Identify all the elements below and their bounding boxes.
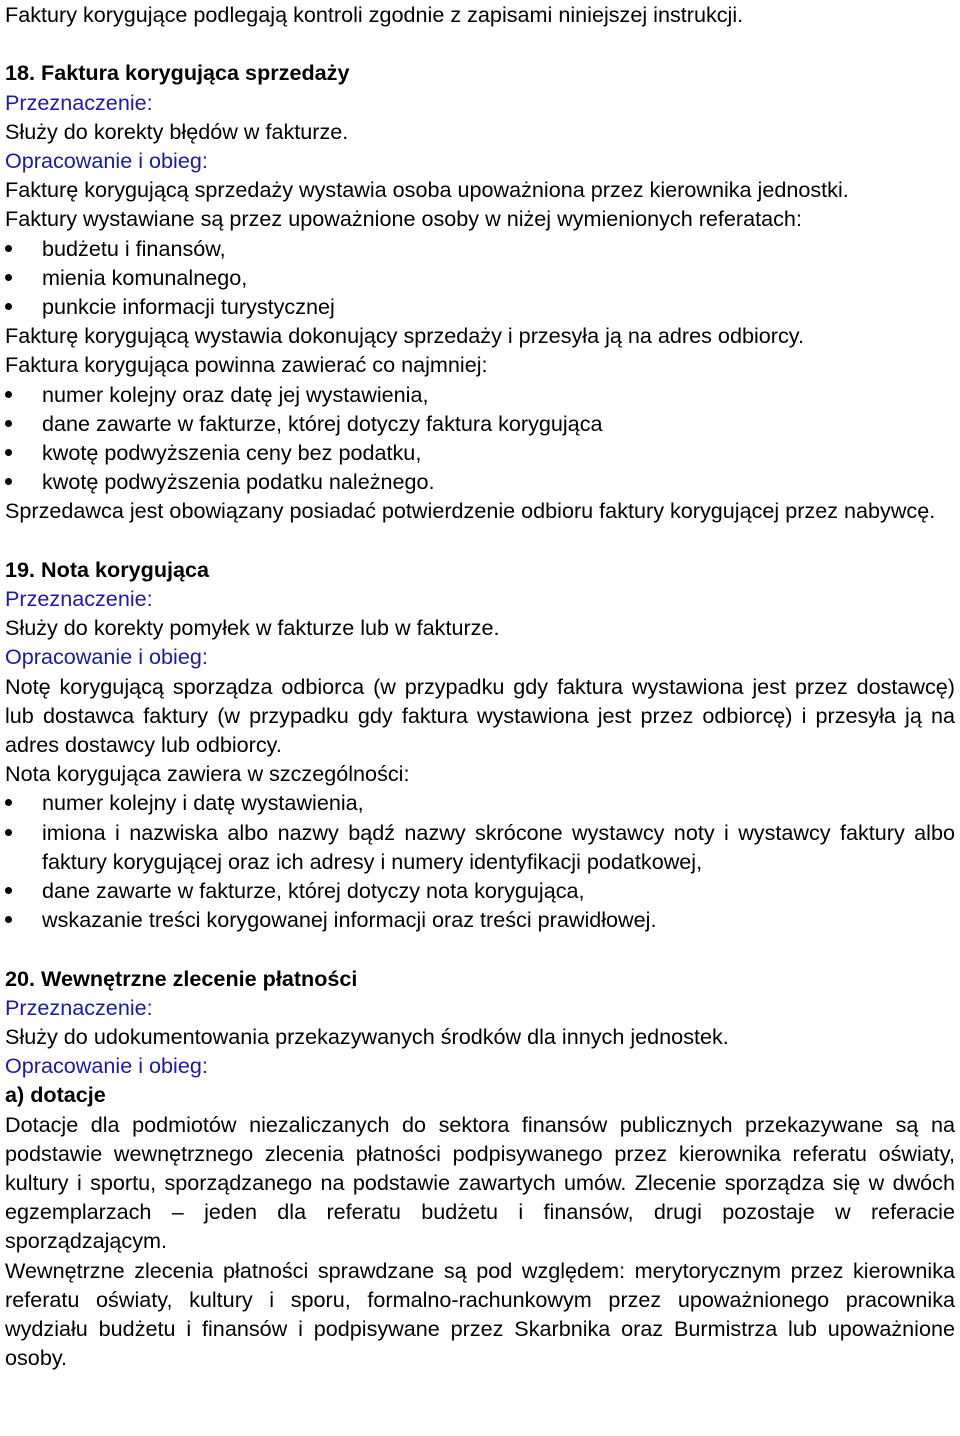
section-19-paragraph-1: Notę korygującą sporządza odbiorca (w przypadku gdy faktura wystawiona jest przez dostawcę) lub dostawca faktury (w przypadku gdy faktura wystawiona jest przez odbiorcę) i przesyła ją na adres dostawcy lub odbiorcy. (5, 673, 955, 758)
section-18-purpose: Służy do korekty błędów w fakturze. (5, 118, 349, 144)
section-18-paragraph-5: Sprzedawca jest obowiązany posiadać potwierdzenie odbioru faktury korygującej przez nabywcę. (5, 498, 936, 524)
spacer (5, 526, 955, 555)
bullet-icon (5, 478, 12, 485)
section-20-paragraph-1: Dotacje dla podmiotów niezaliczanych do sektora finansów publicznych przekazywane są na podstawie wewnętrznego zlecenia płatności podpisywanego przez kierownika referatu oświaty, kultury i sportu, sporządzanego na podstawie zawartych umów. Zlecenie sporządza się w dwóch egzemplarzach – jeden dla referatu budżetu i finansów, drugi pozostaje w referacie sporządzającym. (5, 1111, 955, 1254)
bullet-icon (5, 391, 12, 398)
list-item: numer kolejny i datę wystawienia, (5, 788, 955, 817)
section-20-purpose-label: Przeznaczenie: (5, 994, 153, 1020)
list-item: wskazanie treści korygowanej informacji oraz treści prawidłowej. (5, 905, 955, 934)
section-18-process-label: Opracowanie i obieg: (5, 148, 208, 173)
section-19-purpose: Służy do korekty pomyłek w fakturze lub w fakturze. (5, 615, 500, 641)
bullet-icon (5, 887, 12, 894)
section-20-number: 20. (5, 965, 36, 991)
section-19-contents-list (5, 788, 955, 934)
list-item: numer kolejny oraz datę jej wystawienia, (5, 380, 955, 409)
section-20-title: Wewnętrzne zlecenie płatności (41, 965, 358, 991)
section-19-heading (5, 555, 955, 584)
spacer (5, 934, 955, 963)
section-19-purpose-label: Przeznaczenie: (5, 586, 153, 612)
section-19-number: 19. (5, 556, 36, 582)
section-18-title: Faktura korygująca sprzedaży (41, 60, 350, 86)
intro-text: Faktury korygujące podlegają kontroli zgodnie z zapisami niniejszej instrukcji. (5, 2, 744, 27)
list-item: dane zawarte w fakturze, której dotyczy nota korygująca, (5, 876, 955, 905)
section-20-heading (5, 964, 955, 993)
section-18-paragraph-2: Faktury wystawiane są przez upoważnione osoby w niżej wymienionych referatach: (5, 206, 802, 232)
spacer (5, 29, 955, 58)
bullet-icon (5, 829, 12, 836)
section-18-referaty-list (5, 234, 955, 322)
bullet-icon (5, 449, 12, 456)
bullet-icon (5, 245, 12, 252)
list-item: punkcie informacji turystycznej (5, 292, 955, 321)
section-19-paragraph-2: Nota korygująca zawiera w szczególności: (5, 761, 410, 787)
section-18-paragraph-4: Faktura korygująca powinna zawierać co najmniej: (5, 352, 488, 378)
list-item: kwotę podwyższenia podatku należnego. (5, 467, 955, 496)
section-19-title: Nota korygująca (41, 556, 210, 582)
section-18-heading (5, 58, 955, 87)
section-18-number: 18. (5, 60, 36, 86)
section-19-process-label: Opracowanie i obieg: (5, 644, 208, 670)
section-18-contents-list (5, 380, 955, 497)
bullet-icon (5, 303, 12, 310)
section-20-paragraph-2: Wewnętrzne zlecenia płatności sprawdzane są pod względem: merytorycznym przez kierownika referatu oświaty, kultury i sporu, formalno-rachunkowym przez upoważnionego pracownika wydziału budżetu i finansów i podpisywane przez Skarbnika oraz Burmistrza lub upoważnione osoby. (5, 1257, 955, 1371)
section-20-purpose: Służy do udokumentowania przekazywanych środków dla innych jednostek. (5, 1024, 729, 1050)
bullet-icon (5, 420, 12, 427)
list-item: kwotę podwyższenia ceny bez podatku, (5, 438, 955, 467)
bullet-icon (5, 916, 12, 923)
section-18-purpose-label: Przeznaczenie: (5, 89, 153, 115)
section-18-paragraph-1: Fakturę korygującą sprzedaży wystawia osoba upoważniona przez kierownika jednostki. (5, 177, 849, 203)
section-18-paragraph-3: Fakturę korygującą wystawia dokonujący sprzedaży i przesyła ją na adres odbiorcy. (5, 323, 804, 349)
list-item: imiona i nazwiska albo nazwy bądź nazwy skrócone wystawcy noty i wystawcy faktury albo faktury korygującej oraz ich adresy i numery identyfikacji podatkowej, (5, 818, 955, 876)
list-item: dane zawarte w fakturze, której dotyczy faktura korygująca (5, 409, 955, 438)
bullet-icon (5, 799, 12, 806)
section-20-process-label: Opracowanie i obieg: (5, 1053, 208, 1079)
list-item: mienia komunalnego, (5, 263, 955, 292)
section-20-subheading-a: a) dotacje (5, 1082, 106, 1108)
bullet-icon (5, 274, 12, 281)
list-item: budżetu i finansów, (5, 234, 955, 263)
